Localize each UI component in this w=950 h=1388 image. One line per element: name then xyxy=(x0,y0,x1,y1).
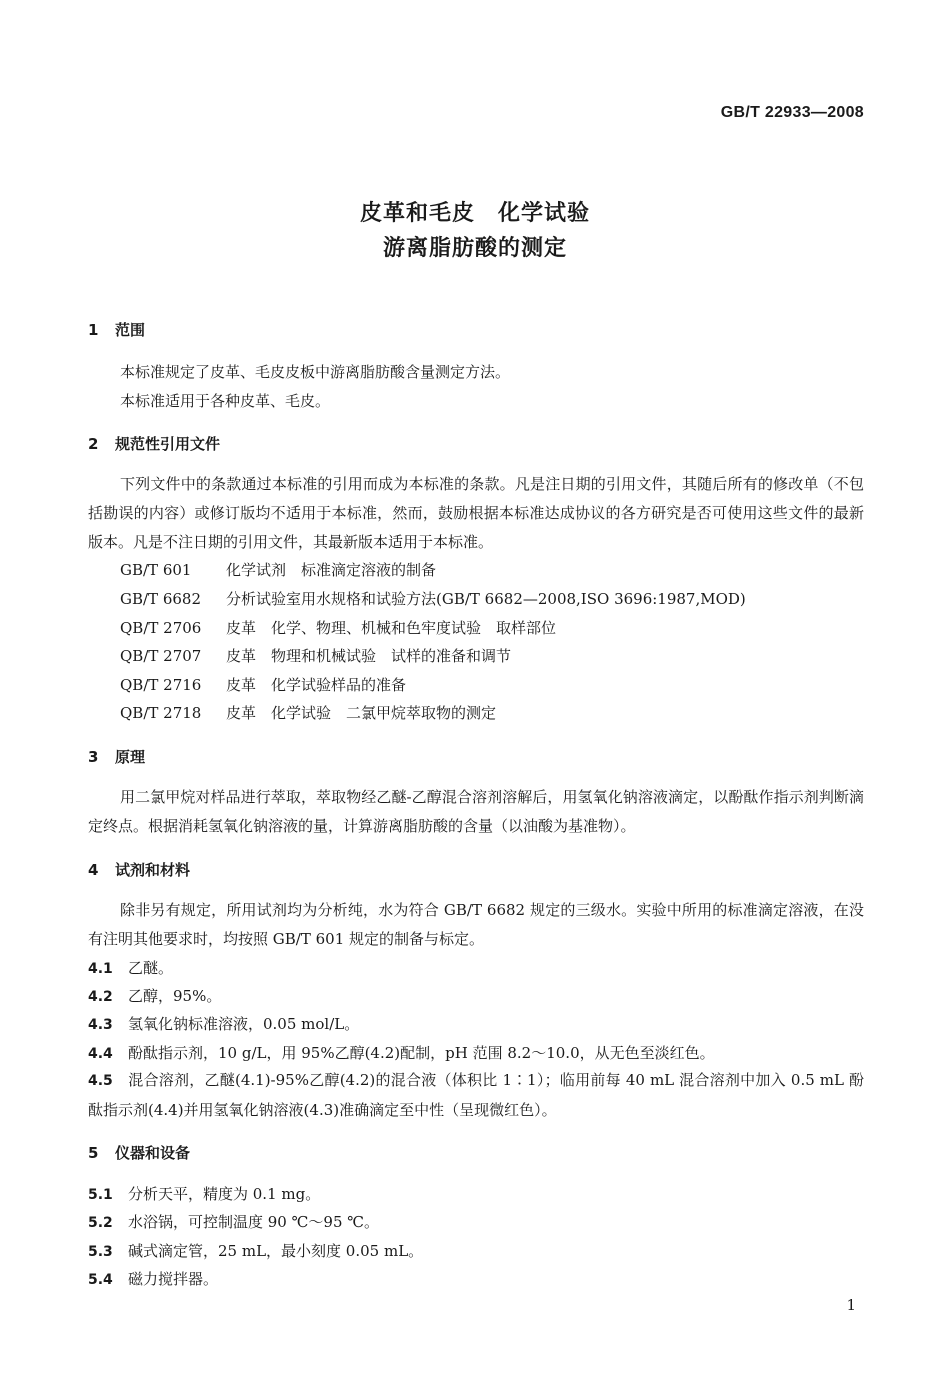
section-5-heading xyxy=(88,1142,190,1163)
reference-code: QB/T 2716 xyxy=(120,676,202,694)
section-3-heading xyxy=(88,746,145,767)
equipment-item xyxy=(88,1184,320,1205)
section-number: 1 xyxy=(88,321,99,339)
reference-title: 皮革 物理和机械试验 试样的准备和调节 xyxy=(226,647,512,665)
item-number: 4.3 xyxy=(88,1017,113,1033)
equipment-item xyxy=(88,1269,218,1290)
equipment-item xyxy=(88,1212,379,1233)
reference-title: 皮革 化学试验样品的准备 xyxy=(226,676,407,694)
reference-item xyxy=(120,618,556,638)
item-text: 混合溶剂，乙醚(4.1)-95%乙醇(4.2)的混合液（体积比 1∶1）；临用前每 40 mL 混合溶剂中加入 0.5 mL 酚酞指示剂(4.4)并用氢氧化钠溶液(4.3)准确滴定至中性（呈现微红色）。 xyxy=(88,1071,864,1119)
item-number: 5.4 xyxy=(88,1272,113,1288)
section-1-line-1: 本标准规定了皮革、毛皮皮板中游离脂肪酸含量测定方法。 xyxy=(120,363,511,381)
section-title: 范围 xyxy=(115,321,146,339)
item-number: 5.2 xyxy=(88,1215,113,1231)
section-title: 仪器和设备 xyxy=(115,1144,191,1162)
reference-title: 皮革 化学试验 二氯甲烷萃取物的测定 xyxy=(226,704,497,722)
reference-code: QB/T 2706 xyxy=(120,619,202,637)
reference-title: 皮革 化学、物理、机械和色牢度试验 取样部位 xyxy=(226,619,557,637)
reference-item xyxy=(120,589,746,609)
item-text: 分析天平，精度为 0.1 mg。 xyxy=(128,1185,321,1203)
item-number: 5.3 xyxy=(88,1244,113,1260)
section-2-heading xyxy=(88,433,220,454)
reference-item xyxy=(120,646,511,666)
section-number: 4 xyxy=(88,861,99,879)
reference-code: GB/T 601 xyxy=(120,561,192,579)
section-2-intro: 下列文件中的条款通过本标准的引用而成为本标准的条款。凡是注日期的引用文件，其随后所有的修改单（不包括勘误的内容）或修订版均不适用于本标准，然而，鼓励根据本标准达成协议的各方研究是否可使用这些文件的最新版本。凡是不注日期的引用文件，其最新版本适用于本标准。 xyxy=(88,475,864,551)
item-number: 4.2 xyxy=(88,989,113,1005)
section-number: 5 xyxy=(88,1144,99,1162)
section-3-text: 用二氯甲烷对样品进行萃取，萃取物经乙醚-乙醇混合溶剂溶解后，用氢氧化钠溶液滴定，以酚酞作指示剂判断滴定终点。根据消耗氢氧化钠溶液的量，计算游离脂肪酸的含量（以油酸为基准物）。 xyxy=(88,788,864,835)
reference-code: QB/T 2707 xyxy=(120,647,202,665)
reference-code: GB/T 6682 xyxy=(120,590,202,608)
item-number: 5.1 xyxy=(88,1187,113,1203)
section-title: 试剂和材料 xyxy=(115,861,191,879)
reference-item xyxy=(120,703,496,723)
section-4-intro: 除非另有规定，所用试剂均为分析纯，水为符合 GB/T 6682 规定的三级水。实验中所用的标准滴定溶液，在没有注明其他要求时，均按照 GB/T 601 规定的制备与标定。 xyxy=(88,901,864,948)
section-4-heading xyxy=(88,859,190,880)
section-1-heading xyxy=(88,319,145,340)
item-text: 磁力搅拌器。 xyxy=(128,1270,219,1288)
item-text: 水浴锅，可控制温度 90 ℃～95 ℃。 xyxy=(128,1213,380,1231)
item-text: 氢氧化钠标准溶液，0.05 mol/L。 xyxy=(128,1015,360,1033)
item-text: 碱式滴定管，25 mL，最小刻度 0.05 mL。 xyxy=(128,1242,424,1260)
section-title: 规范性引用文件 xyxy=(115,435,221,453)
equipment-item xyxy=(88,1241,423,1262)
reagent-item xyxy=(88,986,221,1007)
item-text: 乙醚。 xyxy=(128,959,174,977)
reagent-item xyxy=(88,958,173,979)
reagent-item xyxy=(88,1043,715,1064)
reagent-item xyxy=(88,1014,359,1035)
section-1-line-2: 本标准适用于各种皮革、毛皮。 xyxy=(120,392,331,410)
document-title-line2: 游离脂肪酸的测定 xyxy=(382,236,567,261)
item-number: 4.5 xyxy=(88,1073,113,1089)
reagent-item xyxy=(88,1066,864,1125)
reference-title: 化学试剂 标准滴定溶液的制备 xyxy=(226,561,437,579)
document-title-line1: 皮革和毛皮 化学试验 xyxy=(359,201,590,226)
reference-title: 分析试验室用水规格和试验方法(GB/T 6682—2008,ISO 3696:1987,MOD) xyxy=(226,590,746,608)
standard-number: GB/T 22933—2008 xyxy=(720,104,864,121)
reference-code: QB/T 2718 xyxy=(120,704,202,722)
item-number: 4.1 xyxy=(88,961,113,977)
section-title: 原理 xyxy=(115,748,146,766)
section-number: 3 xyxy=(88,748,99,766)
item-text: 酚酞指示剂，10 g/L，用 95%乙醇(4.2)配制，pH 范围 8.2～10.0，从无色至淡红色。 xyxy=(128,1044,715,1062)
page-number: 1 xyxy=(846,1296,856,1314)
reference-item xyxy=(120,675,406,695)
section-number: 2 xyxy=(88,435,99,453)
reference-item xyxy=(120,560,436,580)
item-text: 乙醇，95%。 xyxy=(128,987,222,1005)
item-number: 4.4 xyxy=(88,1046,113,1062)
